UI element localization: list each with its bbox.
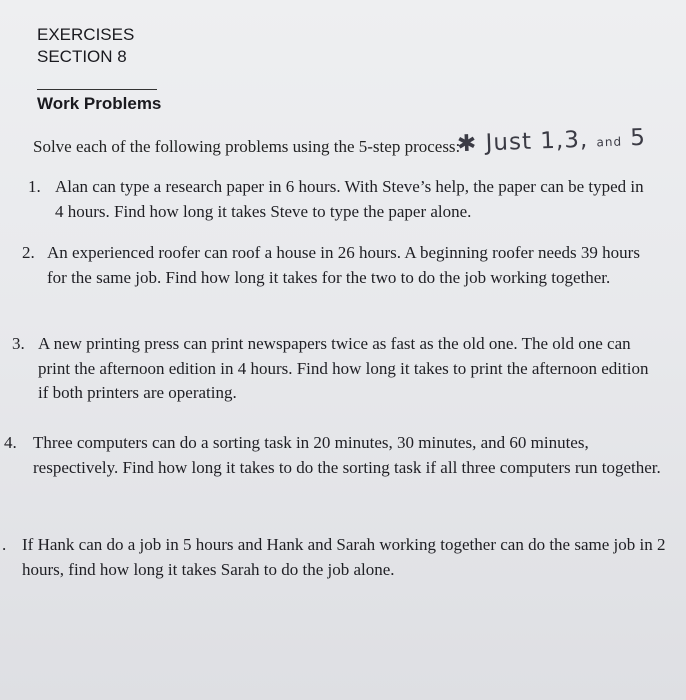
problem-number: 3.	[12, 334, 25, 353]
handwritten-note	[457, 125, 647, 158]
problem-text: An experienced roofer can roof a house in 26 hours. A beginning roofer needs 39 hours for the same job. Find how long it takes for the two to do the job working together.	[47, 243, 640, 287]
section-heading: Work Problems	[37, 94, 162, 113]
exercise-header	[37, 24, 134, 68]
problem-text: A new printing press can print newspapers twice as fast as the old one. The old one can print the afternoon edition in 4 hours. Find how long it takes to print the afternoon edition if both printers are operating.	[38, 334, 649, 402]
section-title: SECTION 8	[37, 47, 127, 66]
problem-text: Alan can type a research paper in 6 hours. With Steve’s help, the paper can be typed in 4 hours. Find how long it takes Steve to type the paper alone.	[55, 177, 644, 221]
star-mark: ✱	[456, 130, 478, 158]
problem-number: 4.	[4, 433, 17, 452]
note-five: 5	[629, 124, 647, 152]
problem-number: 1.	[28, 177, 41, 196]
problem-number: 2.	[22, 243, 35, 262]
exercises-title: EXERCISES	[37, 25, 135, 44]
note-and: and	[596, 134, 623, 150]
instructions-text: Solve each of the following problems using the 5-step process:	[33, 137, 461, 156]
problem-text: If Hank can do a job in 5 hours and Hank and Sarah working together can do the same job in 2 hours, find how long it takes Sarah to do the job alone.	[22, 535, 666, 579]
header-divider	[37, 89, 157, 90]
note-main: Just 1,3,	[485, 126, 589, 157]
problem-number: .	[2, 535, 7, 554]
problem-text: Three computers can do a sorting task in 20 minutes, 30 minutes, and 60 minutes, respectively. Find how long it takes to do the sorting task if all three computers run together.	[33, 433, 661, 477]
